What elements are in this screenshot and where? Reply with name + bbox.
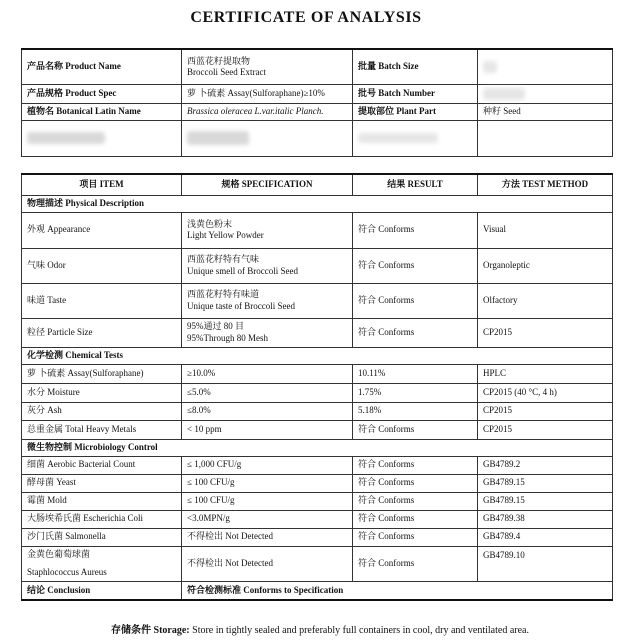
redacted-cell-2 (182, 120, 353, 156)
redacted-cell-4 (478, 120, 613, 156)
item-cell: 大肠埃希氏菌 Escherichia Coli (22, 510, 182, 528)
conclusion-label: 结论 Conclusion (22, 581, 182, 600)
item-cell: 总重金属 Total Heavy Metals (22, 420, 182, 439)
spec-cell: < 10 ppm (182, 420, 353, 439)
spec-cell: ≥10.0% (182, 364, 353, 383)
batch-size-label: 批量 Batch Size (353, 49, 478, 84)
spec-cell: ≤8.0% (182, 402, 353, 420)
item-cell: 细菌 Aerobic Bacterial Count (22, 456, 182, 474)
redacted-batch-number (483, 88, 525, 100)
method-cell: CP2015 (478, 402, 613, 420)
result-cell: 符合 Conforms (353, 510, 478, 528)
plant-part-value: 种籽 Seed (478, 103, 613, 120)
storage-note (0, 621, 640, 636)
item-cell: 粒径 Particle Size (22, 318, 182, 347)
method-cell: GB4789.38 (478, 510, 613, 528)
botanical-value: Brassica oleracea L.var.italic Planch. (182, 103, 353, 120)
product-name-cn: 西蓝花籽提取物 (187, 55, 251, 66)
table-row (22, 318, 613, 347)
product-name-label: 产品名称 Product Name (22, 49, 182, 84)
header-item: 项目 ITEM (22, 174, 182, 195)
header-method: 方法 TEST METHOD (478, 174, 613, 195)
method-cell: HPLC (478, 364, 613, 383)
item-en: Staphlococcus Aureus (27, 566, 107, 577)
spec-cell (182, 283, 353, 318)
spec-cn: 95%通过 80 目 (187, 321, 244, 332)
result-cell: 符合 Conforms (353, 420, 478, 439)
method-cell: GB4789.10 (478, 546, 613, 581)
table-row (22, 248, 613, 283)
table-row (22, 546, 613, 581)
item-cell: 酵母菌 Yeast (22, 474, 182, 492)
method-cell: Organoleptic (478, 248, 613, 283)
spec-en: Light Yellow Powder (187, 230, 264, 240)
item-cell: 霉菌 Mold (22, 492, 182, 510)
header-result: 结果 RESULT (353, 174, 478, 195)
spec-cell: ≤ 100 CFU/g (182, 474, 353, 492)
spec-cell: ≤5.0% (182, 383, 353, 402)
header-spec: 规格 SPECIFICATION (182, 174, 353, 195)
redacted-cell-1 (22, 120, 182, 156)
spec-cell: ≤ 100 CFU/g (182, 492, 353, 510)
method-cell: Visual (478, 212, 613, 248)
redacted-cell-3 (353, 120, 478, 156)
result-cell: 符合 Conforms (353, 248, 478, 283)
product-name-en: Broccoli Seed Extract (187, 66, 266, 77)
storage-label: 存储条件 Storage: (111, 625, 190, 636)
item-cell: 气味 Odor (22, 248, 182, 283)
table-row (22, 420, 613, 439)
document-title: CERTIFICATE OF ANALYSIS (190, 9, 422, 26)
botanical-label: 植物名 Botanical Latin Name (22, 103, 182, 120)
redacted-label (27, 132, 105, 144)
method-cell: GB4789.4 (478, 528, 613, 546)
result-cell: 符合 Conforms (353, 474, 478, 492)
method-cell: CP2015 (478, 318, 613, 347)
table-row (22, 474, 613, 492)
result-cell: 符合 Conforms (353, 318, 478, 347)
batch-number-value (478, 84, 613, 103)
item-cell: 灰分 Ash (22, 402, 182, 420)
batch-size-value (478, 49, 613, 84)
section-physical: 物理描述 Physical Description (22, 195, 613, 212)
redacted-batch-size (483, 61, 497, 73)
spec-cn: 浅黄色粉末 (187, 218, 233, 229)
product-name-value (182, 49, 353, 84)
table-row (22, 364, 613, 383)
result-cell: 符合 Conforms (353, 283, 478, 318)
spec-cn: 西蓝花籽特有气味 (187, 254, 260, 265)
method-cell: Olfactory (478, 283, 613, 318)
spec-cn: 西蓝花籽特有味道 (187, 289, 260, 300)
batch-number-label: 批号 Batch Number (353, 84, 478, 103)
spec-en: Unique taste of Broccoli Seed (187, 300, 295, 311)
item-cell: 沙门氏菌 Salmonella (22, 528, 182, 546)
result-cell: 符合 Conforms (353, 456, 478, 474)
result-cell: 5.18% (353, 402, 478, 420)
spec-cell (182, 318, 353, 347)
spec-cell: 不得检出 Not Detected (182, 546, 353, 581)
result-cell: 符合 Conforms (353, 546, 478, 581)
method-cell: GB4789.15 (478, 474, 613, 492)
method-cell: CP2015 (40 °C, 4 h) (478, 383, 613, 402)
result-cell: 符合 Conforms (353, 492, 478, 510)
item-cell: 外观 Appearance (22, 212, 182, 248)
spec-cell: 不得检出 Not Detected (182, 528, 353, 546)
spec-cell: ≤ 1,000 CFU/g (182, 456, 353, 474)
item-cell (22, 546, 182, 581)
item-cn: 金黄色葡萄球菌 (27, 549, 91, 560)
redacted-value (187, 131, 249, 145)
method-cell: GB4789.2 (478, 456, 613, 474)
method-cell: GB4789.15 (478, 492, 613, 510)
product-spec-label: 产品规格 Product Spec (22, 84, 182, 103)
plant-part-label: 提取部位 Plant Part (353, 103, 478, 120)
item-cell: 水分 Moisture (22, 383, 182, 402)
item-cell: 味道 Taste (22, 283, 182, 318)
spec-cell: <3.0MPN/g (182, 510, 353, 528)
table-row (22, 402, 613, 420)
result-cell: 符合 Conforms (353, 212, 478, 248)
spec-cell (182, 248, 353, 283)
table-row (22, 283, 613, 318)
spec-cell (182, 212, 353, 248)
table-row (22, 510, 613, 528)
result-cell: 10.11% (353, 364, 478, 383)
item-cell: 萝 卜硫素 Assay(Sulforaphane) (22, 364, 182, 383)
section-microbiology: 微生物控制 Microbiology Control (22, 439, 613, 456)
table-row (22, 528, 613, 546)
result-cell: 符合 Conforms (353, 528, 478, 546)
table-row (22, 456, 613, 474)
table-row (22, 383, 613, 402)
product-spec-value: 萝 卜硫素 Assay(Sulforaphane)≥10% (182, 84, 353, 103)
section-chemical: 化学检测 Chemical Tests (22, 347, 613, 364)
method-cell: CP2015 (478, 420, 613, 439)
product-info-table (21, 48, 613, 157)
table-row (22, 212, 613, 248)
redacted-label-2 (358, 133, 438, 143)
storage-text: Store in tightly sealed and preferably full containers in cool, dry and ventilated area. (192, 625, 529, 636)
conclusion-value: 符合检测标准 Conforms to Specification (182, 581, 613, 600)
analysis-table (21, 173, 613, 601)
spec-en: Unique smell of Broccoli Seed (187, 265, 298, 276)
spec-en: 95%Through 80 Mesh (187, 332, 268, 343)
result-cell: 1.75% (353, 383, 478, 402)
table-row (22, 492, 613, 510)
